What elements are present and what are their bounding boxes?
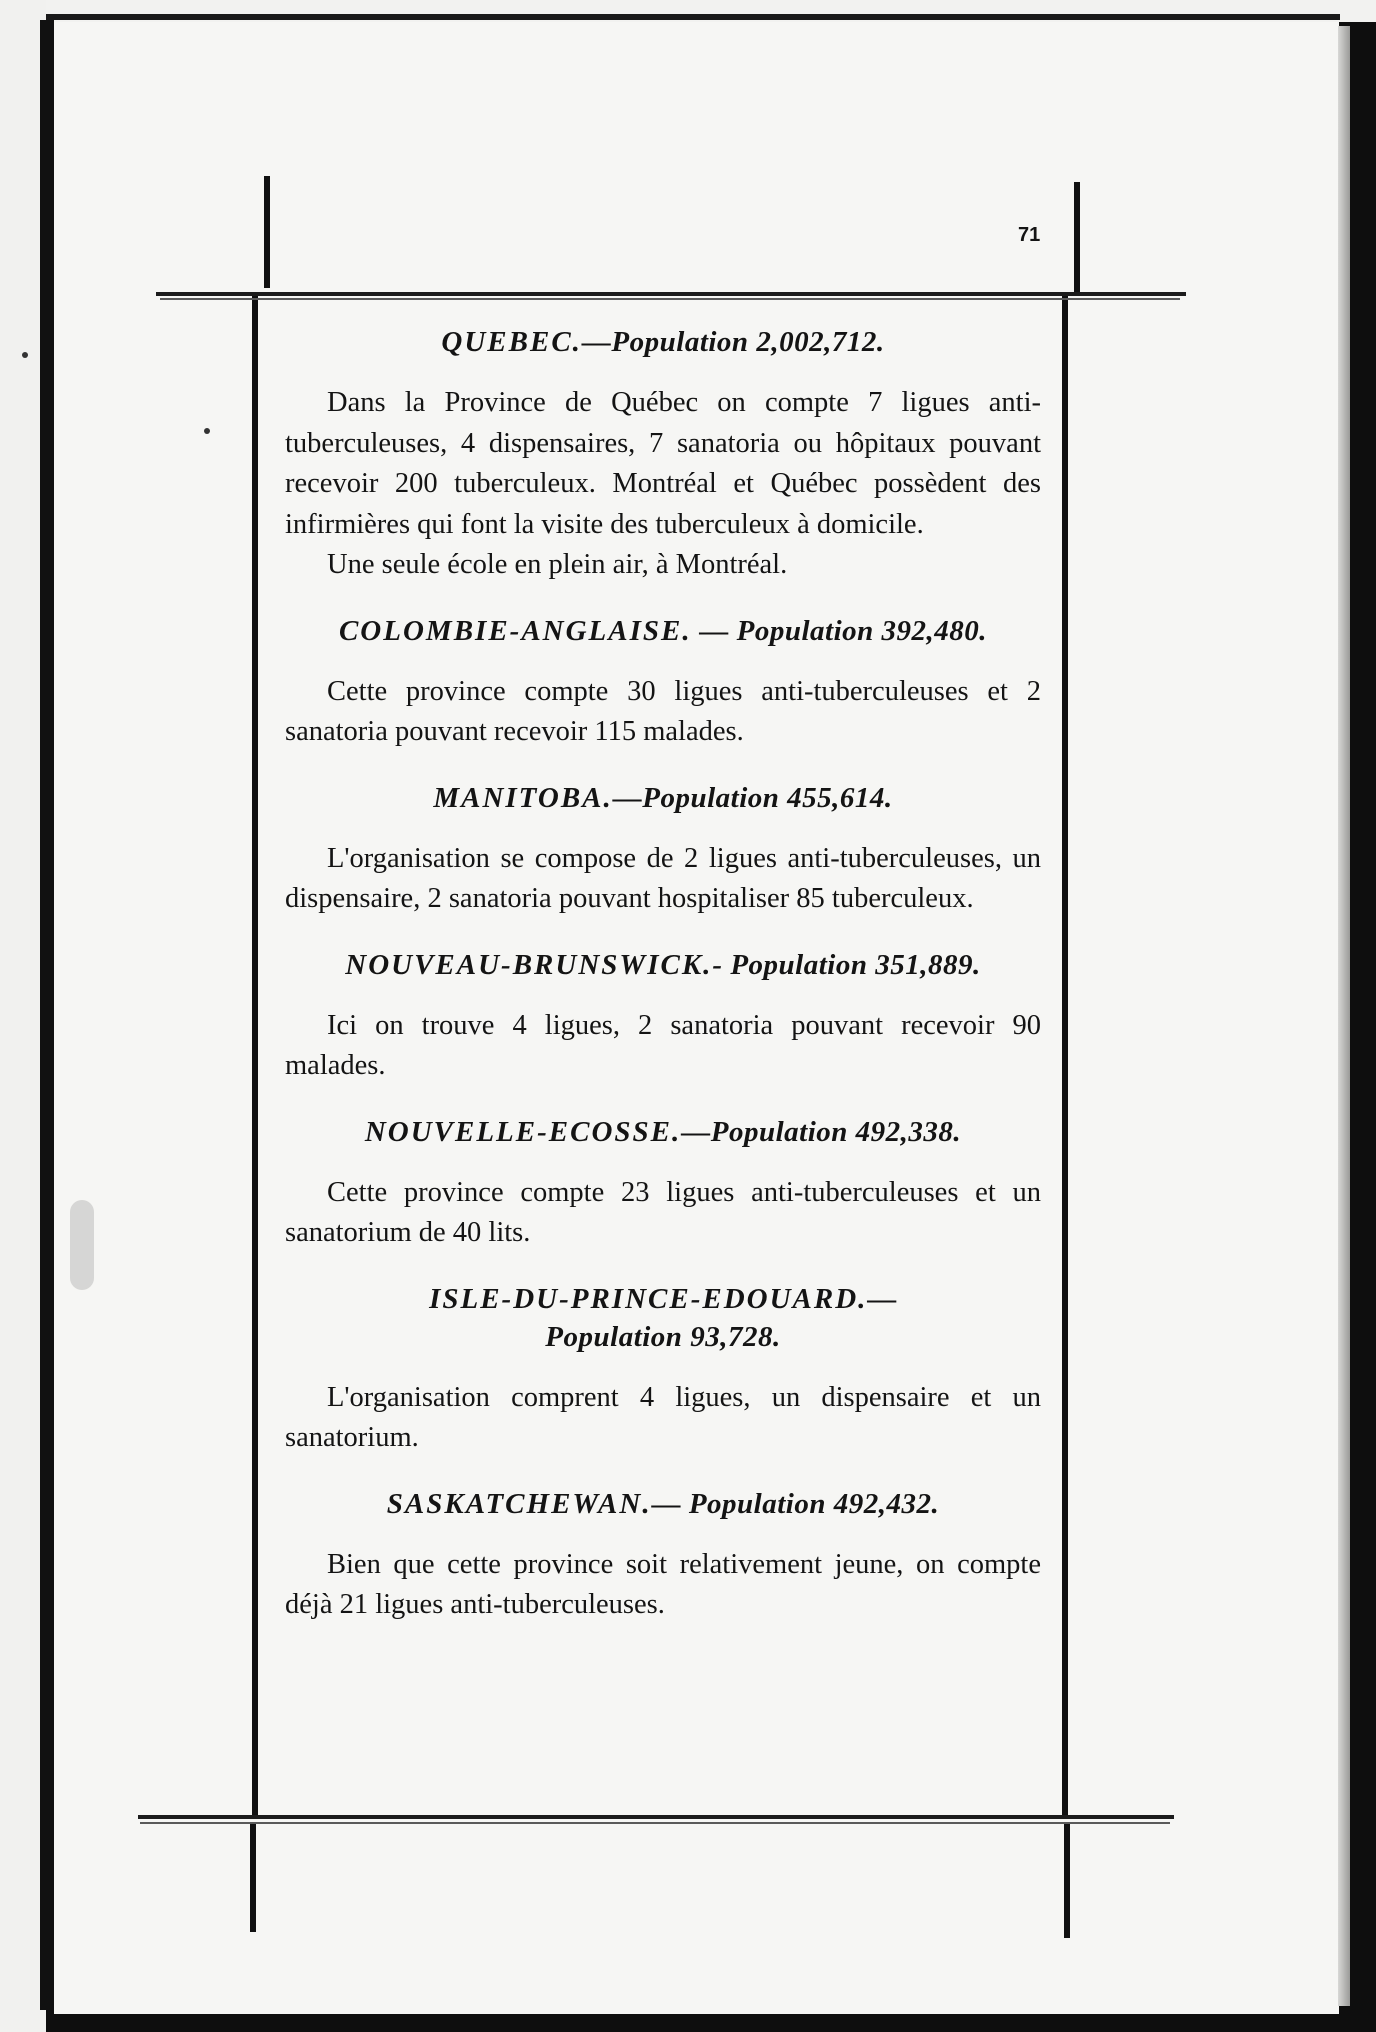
province-name: NOUVELLE-ECOSSE. bbox=[364, 1115, 682, 1148]
scan-top-edge bbox=[40, 14, 1340, 20]
population-label: Population 93,728. bbox=[545, 1320, 781, 1353]
paragraph: Cette province compte 30 ligues anti-tuberculeuses et 2 sanatoria pouvant recevoir 115 malades. bbox=[285, 675, 1041, 747]
smudge bbox=[70, 1200, 94, 1290]
section-heading bbox=[285, 1113, 1041, 1151]
heading-separator: - bbox=[712, 948, 731, 981]
section-heading bbox=[285, 779, 1041, 817]
frame-rule-left-top bbox=[264, 176, 270, 288]
heading-separator: — bbox=[867, 1282, 897, 1315]
heading-separator: — bbox=[612, 781, 643, 814]
frame-rule-top bbox=[156, 292, 1186, 296]
paragraph: Ici on trouve 4 ligues, 2 sanatoria pouvant recevoir 90 malades. bbox=[285, 1009, 1041, 1081]
section-heading bbox=[285, 946, 1041, 984]
paragraph: Bien que cette province soit relativement jeune, on compte déjà 21 ligues anti-tuberculeuses. bbox=[285, 1548, 1041, 1620]
province-name: MANITOBA. bbox=[433, 781, 613, 814]
province-name: COLOMBIE-ANGLAISE. bbox=[338, 614, 692, 647]
population-label: Population 492,432. bbox=[688, 1487, 940, 1520]
province-name: ISLE-DU-PRINCE-EDOUARD. bbox=[429, 1282, 868, 1315]
province-name: NOUVEAU-BRUNSWICK. bbox=[345, 948, 713, 981]
section-heading bbox=[285, 612, 1041, 650]
frame-rule-top-shadow bbox=[160, 298, 1180, 300]
paragraph: Une seule école en plein air, à Montréal. bbox=[327, 549, 788, 580]
heading-separator: — bbox=[681, 1115, 711, 1148]
frame-rule-left-bottom bbox=[250, 1822, 256, 1932]
population-label: Population 392,480. bbox=[736, 614, 988, 647]
population-label: Population 492,338. bbox=[710, 1115, 962, 1148]
heading-separator: — bbox=[691, 614, 737, 647]
paragraph: Cette province compte 23 ligues anti-tuberculeuses et un sanatorium de 40 lits. bbox=[285, 1176, 1041, 1248]
frame-rule-left bbox=[252, 296, 258, 1816]
province-name: QUEBEC. bbox=[441, 326, 582, 358]
section-heading bbox=[285, 1485, 1041, 1523]
paragraph: L'organisation se compose de 2 ligues anti-tuberculeuses, un dispensaire, 2 sanatoria pouvant hospitaliser 85 tuberculeux. bbox=[285, 842, 1041, 914]
paragraph: L'organisation comprent 4 ligues, un dispensaire et un sanatorium. bbox=[285, 1381, 1041, 1453]
paragraph: Dans la Province de Québec on compte 7 ligues anti-tuberculeuses, 4 dispensaires, 7 sanatoria ou hôpitaux pouvant recevoir 200 tuberculeux. Montréal et Québec possèdent des infirmières qui font la visite des tuberculeux à domicile. bbox=[285, 387, 1041, 540]
frame-rule-right bbox=[1062, 296, 1068, 1816]
section-heading bbox=[285, 1280, 1041, 1356]
speck bbox=[204, 428, 210, 434]
scan-left-edge bbox=[40, 20, 54, 2010]
population-label: Population 351,889. bbox=[730, 948, 981, 981]
page-text bbox=[285, 323, 1041, 1626]
province-name: SASKATCHEWAN. bbox=[386, 1487, 652, 1520]
frame-rule-bottom-shadow bbox=[140, 1822, 1170, 1824]
population-label: Population 2,002,712. bbox=[611, 326, 885, 358]
page-right-edge bbox=[1338, 26, 1350, 2006]
frame-rule-bottom bbox=[138, 1815, 1174, 1819]
frame-rule-right-bottom bbox=[1064, 1822, 1070, 1938]
speck bbox=[22, 352, 28, 358]
page-number: 71 bbox=[1018, 224, 1041, 246]
heading-separator: — bbox=[581, 326, 612, 358]
section-heading bbox=[285, 323, 1041, 361]
population-label: Population 455,614. bbox=[642, 781, 893, 814]
heading-separator: — bbox=[651, 1487, 689, 1520]
